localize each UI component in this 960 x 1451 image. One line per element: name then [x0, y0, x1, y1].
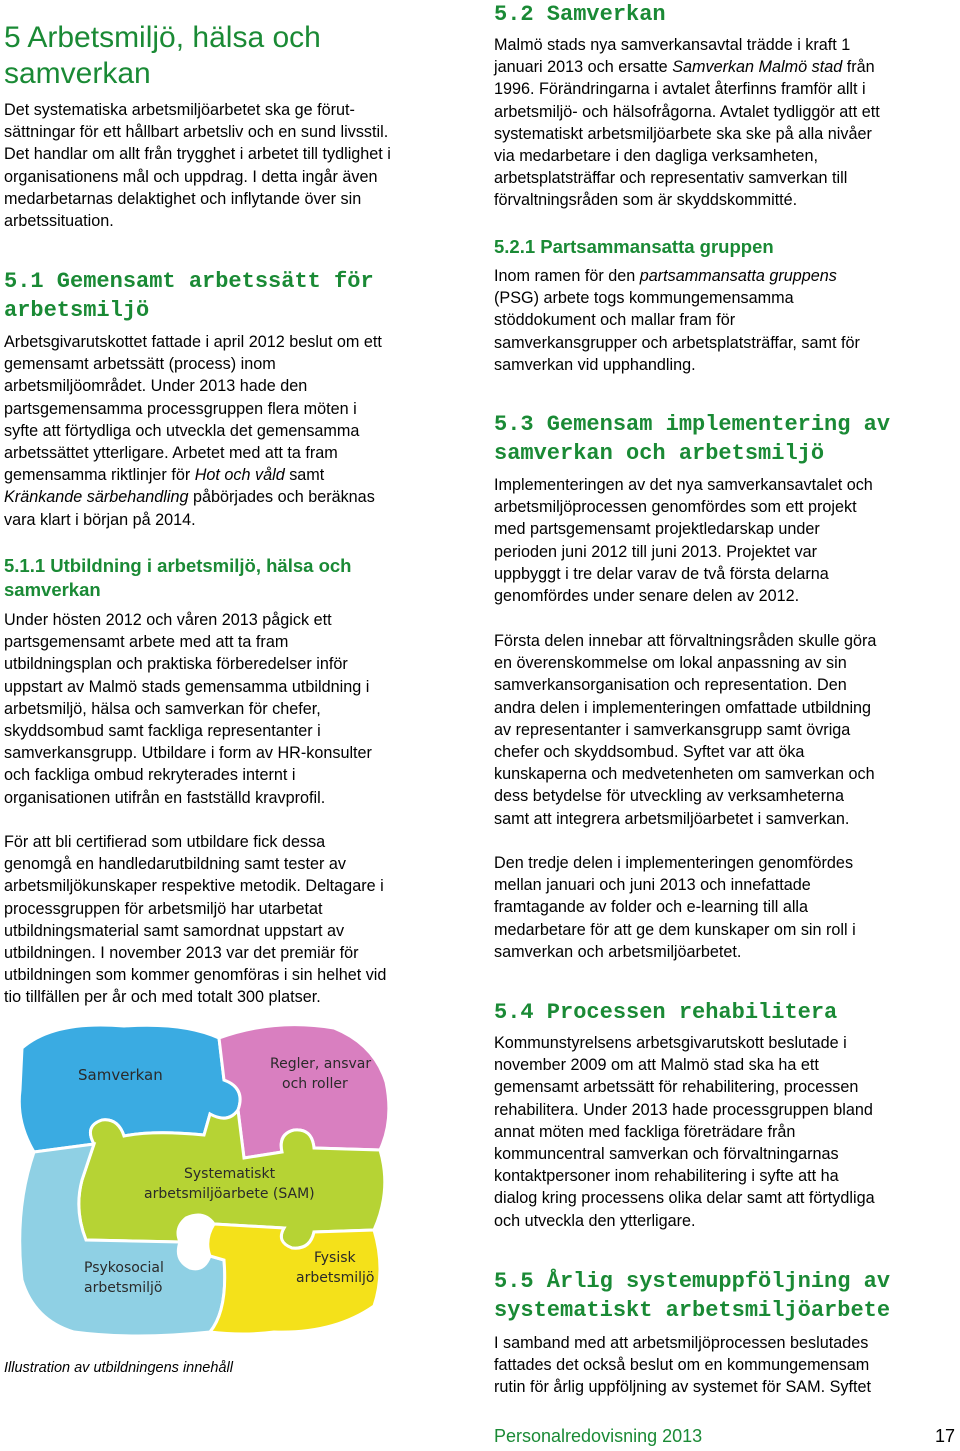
- heading-line: 5.1.1 Utbildning i arbetsmiljö, hälsa och: [4, 555, 352, 576]
- text-line: genomgå en handledarutbildning samt tester av: [4, 855, 346, 874]
- heading-line: samverkan: [4, 579, 101, 600]
- text-line: mellan januari och juni 2013 och innefattade: [494, 876, 811, 895]
- text-line: 1996. Förändringarna i avtalet återfinns framför allt i: [494, 80, 866, 99]
- section-5-1-paragraph: [4, 331, 470, 531]
- text-line: perioden juni 2012 till juni 2013. Projektet var: [494, 542, 818, 561]
- text-line: gemensamt arbetssätt (process) inom: [4, 355, 276, 374]
- text-line: [494, 56, 956, 78]
- text-line: fattades det också beslut om en kommungemensam: [494, 1356, 870, 1375]
- text-line: samverkansgrupp. Utbildare i form av HR-konsulter: [4, 744, 372, 763]
- text-span: från: [842, 58, 875, 77]
- section-5-3-paragraph-2: [494, 630, 956, 830]
- text-line: samverkansorganisation och representation. Den: [494, 676, 847, 695]
- section-5-3-paragraph-3: [494, 852, 956, 963]
- text-line: arbetsmiljöområdet. Under 2013 hade den: [4, 377, 308, 396]
- text-line: vara klart i början på 2014.: [4, 510, 196, 529]
- text-line: stöddokument och mallar fram för: [494, 311, 736, 330]
- text-line: annat möten med fackliga företrädare från: [494, 1122, 796, 1141]
- text-line: För att bli certifierad som utbildare fick dessa: [4, 833, 326, 851]
- heading-line: 5.4 Processen rehabilitera: [494, 1000, 838, 1025]
- text-line: arbetsmiljö- och hälsofrågorna. Avtalet tydliggör att ett: [494, 102, 880, 121]
- text-line: uppbyggt i tre delar varav de två första delarna: [494, 564, 829, 583]
- puzzle-label-regler: Regler, ansvar: [270, 1056, 372, 1072]
- section-5-5-paragraph: [494, 1332, 956, 1399]
- section-5-3-heading: [494, 410, 956, 468]
- page-number: 17: [935, 1426, 956, 1446]
- text-line: dialog kring processens olika delar samt att förtydliga: [494, 1189, 875, 1208]
- text-line: rehabilitera. Under 2013 hade processgruppen bland: [494, 1100, 873, 1119]
- puzzle-label-samverkan: Samverkan: [78, 1066, 163, 1084]
- text-line: arbetsmiljö, hälsa och samverkan för chefer,: [4, 699, 321, 718]
- text-line: Det systematiska arbetsmiljöarbetet ska ge förut-: [4, 101, 355, 119]
- section-5-1-1-paragraph-2: [4, 831, 470, 1009]
- text-line: utbildningsplan och praktiska förberedelser inför: [4, 655, 348, 674]
- puzzle-label-sam: Systematiskt: [184, 1166, 276, 1182]
- text-line: [494, 265, 956, 287]
- puzzle-label-psykosocial: arbetsmiljö: [84, 1280, 163, 1296]
- text-line: och utveckla den ytterligare.: [494, 1211, 696, 1230]
- text-line: arbetsmiljökunskaper respektive metodik. Deltagare i: [4, 877, 384, 896]
- text-line: syfte att förtydliga och utveckla det gemensamma: [4, 421, 360, 440]
- text-line: kontaktpersoner inom rehabilitering i syfte att ha: [494, 1167, 839, 1186]
- text-span: gemensamma riktlinjer för: [4, 466, 195, 485]
- chapter-title: [4, 20, 470, 92]
- puzzle-label-fysisk: arbetsmiljö: [296, 1270, 375, 1286]
- puzzle-illustration: [14, 1010, 454, 1340]
- text-line: genomfördes under senare delen av 2012.: [494, 587, 800, 606]
- text-line: samt att integrera arbetsmiljöarbetet i samverkan.: [494, 809, 850, 828]
- text-line: [4, 464, 470, 486]
- text-line: med partsgemensamt projektledarskap under: [494, 520, 820, 539]
- text-line: Malmö stads nya samverkansavtal trädde i kraft 1: [494, 36, 851, 54]
- text-line: (PSG) arbete togs kommungemensamma: [494, 289, 794, 308]
- text-line: utbildningen som kommer genomföras i sin helhet vid: [4, 966, 387, 985]
- text-line: arbetsmiljöprocessen genomfördes som ett projekt: [494, 498, 857, 517]
- chapter-title-line: samverkan: [4, 57, 151, 90]
- text-line: tio tillfällen per år och med totalt 300 platser.: [4, 988, 321, 1007]
- text-line: utbildningsmaterial samt samordnat uppstart av: [4, 921, 345, 940]
- section-5-5-heading: [494, 1267, 956, 1325]
- text-line: kunskaperna och medvetenheten om samverkan och: [494, 765, 875, 784]
- text-line: chefer och skyddsombud. Syftet var att öka: [494, 743, 805, 762]
- figure-caption: Illustration av utbildningens innehåll: [4, 1360, 233, 1376]
- text-line: andra delen i implementeringen omfattade utbildning: [494, 698, 872, 717]
- section-5-1-1-heading: [4, 554, 470, 602]
- section-5-4-heading: [494, 998, 956, 1027]
- puzzle-label-fysisk: Fysisk: [314, 1250, 356, 1266]
- puzzle-label-psykosocial: Psykosocial: [84, 1260, 164, 1276]
- text-line: och fackliga ombud rekryterades internt i: [4, 766, 296, 785]
- text-span: Inom ramen för den: [494, 267, 640, 285]
- text-line: arbetssituation.: [4, 212, 114, 231]
- section-5-3-paragraph-1: [494, 474, 956, 607]
- text-line: processgruppen för arbetsmiljö har utarbetat: [4, 899, 323, 918]
- text-line: partsgemensamt arbete med att ta fram: [4, 633, 289, 652]
- heading-line: 5.1 Gemensamt arbetssätt för: [4, 269, 374, 294]
- puzzle-label-sam: arbetsmiljöarbete (SAM): [144, 1186, 315, 1202]
- section-5-2-1-paragraph: [494, 265, 956, 376]
- text-line: dess betydelse för utveckling av verksamheterna: [494, 787, 845, 806]
- text-line: förvaltningsråden som är skyddskommitté.: [494, 191, 798, 210]
- text-line: via medarbetare i den dagliga verksamheten,: [494, 147, 818, 166]
- heading-line: 5.5 Årlig systemuppföljning av: [494, 1269, 891, 1294]
- heading-line: arbetsmiljö: [4, 298, 150, 323]
- text-line: framtagande av folder och e-learning till alla: [494, 898, 809, 917]
- text-line: Implementeringen av det nya samverkansavtalet och: [494, 476, 873, 494]
- chapter-title-line: 5 Arbetsmiljö, hälsa och: [4, 21, 321, 54]
- text-line: medarbetarnas delaktighet och inflytande över sin: [4, 189, 362, 208]
- text-line: [4, 486, 470, 508]
- text-line: rutin för årlig uppföljning av systemet för SAM. Syftet: [494, 1378, 871, 1397]
- heading-line: systematiskt arbetsmiljöarbete: [494, 1298, 891, 1323]
- text-line: Första delen innebar att förvaltningsråden skulle göra: [494, 632, 877, 650]
- text-line: gemensamt arbetssätt för rehabilitering, processen: [494, 1078, 859, 1097]
- text-line: sättningar för ett hållbart arbetsliv och en sund livsstil.: [4, 123, 389, 142]
- text-line: Den tredje delen i implementeringen genomfördes: [494, 854, 854, 872]
- footer-title: Personalredovisning 2013: [494, 1426, 703, 1446]
- section-5-1-1-paragraph-1: [4, 609, 470, 809]
- text-line: samverkan och arbetsmiljöarbetet.: [494, 942, 742, 961]
- text-line: I samband med att arbetsmiljöprocessen beslutades: [494, 1334, 869, 1352]
- text-line: utbildningen. I november 2013 var det premiär för: [4, 944, 359, 963]
- text-span: påbörjades och beräknas: [188, 488, 375, 507]
- text-line: organisationen utifrån en fastställd kravprofil.: [4, 788, 326, 807]
- text-line: Det handlar om allt från trygghet i arbetet till tydlighet i: [4, 145, 391, 164]
- heading-line: 5.2.1 Partsammansatta gruppen: [494, 236, 774, 257]
- text-span: januari 2013 och ersatte: [494, 58, 673, 77]
- heading-line: 5.2 Samverkan: [494, 2, 666, 27]
- italic-text: partsammansatta gruppens: [639, 267, 837, 285]
- text-line: Arbetsgivarutskottet fattade i april 2012 beslut om ett: [4, 333, 382, 351]
- section-5-2-paragraph: [494, 34, 956, 212]
- text-line: samverkan vid upphandling.: [494, 355, 696, 374]
- intro-paragraph: [4, 99, 470, 232]
- heading-line: samverkan och arbetsmiljö: [494, 441, 825, 466]
- text-line: organisationens mål och uppdrag. I detta ingår även: [4, 167, 378, 186]
- section-5-2-heading: [494, 0, 956, 29]
- text-line: Under hösten 2012 och våren 2013 pågick ett: [4, 611, 332, 629]
- section-5-1-heading: [4, 267, 470, 325]
- text-line: arbetssättet ytterligare. Arbetet med att ta fram: [4, 444, 338, 463]
- text-line: medarbetare för att ge dem kunskaper om sin roll i: [494, 920, 856, 939]
- text-line: arbetsplatsträffar och representativ samverkan till: [494, 169, 848, 188]
- text-line: november 2009 om att Malmö stad ska ha ett: [494, 1056, 819, 1075]
- text-line: skyddsombud samt fackliga representanter i: [4, 722, 321, 741]
- text-line: systematiskt arbetsmiljöarbete ska ske på alla nivåer: [494, 124, 872, 143]
- text-line: Kommunstyrelsens arbetsgivarutskott beslutade i: [494, 1034, 847, 1052]
- text-span: samt: [284, 466, 325, 485]
- text-line: en överenskommelse om lokal anpassning av sin: [494, 654, 847, 673]
- text-line: uppstart av Malmö stads gemensamma utbildning i: [4, 677, 370, 696]
- text-line: partsgemensamma processgruppen flera möten i: [4, 399, 357, 418]
- heading-line: 5.3 Gemensam implementering av: [494, 412, 891, 437]
- italic-text: Kränkande särbehandling: [4, 488, 189, 507]
- section-5-4-paragraph: [494, 1032, 956, 1232]
- puzzle-label-regler: och roller: [282, 1076, 348, 1092]
- text-line: av representanter i samverkansgrupp samt övriga: [494, 720, 851, 739]
- italic-text: Samverkan Malmö stad: [672, 58, 843, 77]
- text-line: kommuncentral samverkan och förvaltningarnas: [494, 1145, 839, 1164]
- text-line: samverkansgrupper och arbetsplatsträffar, samt för: [494, 333, 860, 352]
- section-5-2-1-heading: [494, 235, 956, 259]
- italic-text: Hot och våld: [194, 466, 285, 485]
